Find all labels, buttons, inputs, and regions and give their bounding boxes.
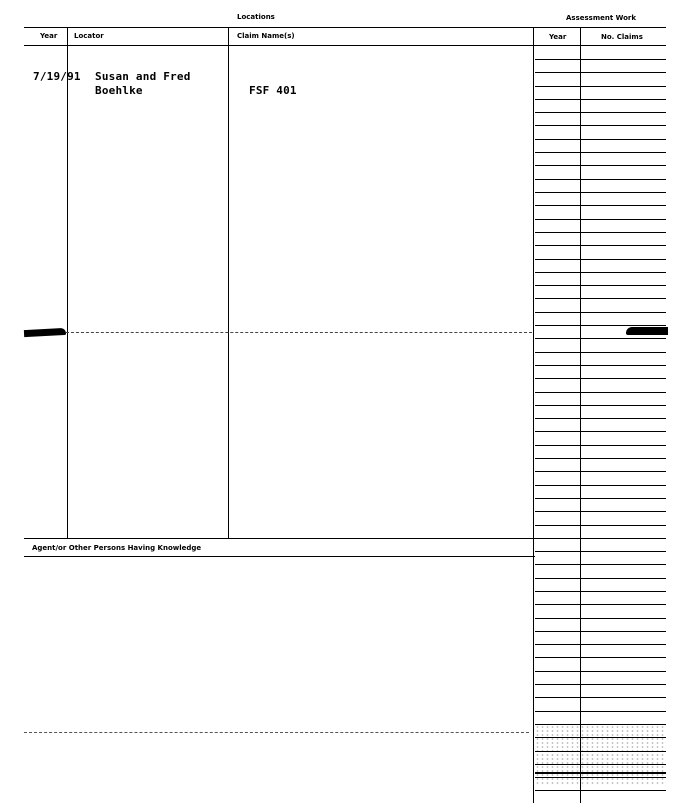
assessment-row-rule — [535, 378, 666, 379]
entry-locator-line-2: Boehlke — [95, 84, 143, 97]
assessment-row-rule — [535, 365, 666, 366]
assessment-row-rule — [535, 165, 666, 166]
locations-bottom-rule — [24, 538, 535, 539]
assessment-row-rule — [535, 551, 666, 552]
fold-dashed-line — [66, 332, 532, 333]
assessment-row-rule — [535, 285, 666, 286]
fold-marker-right — [626, 327, 668, 335]
assessment-row-rule — [535, 272, 666, 273]
year-column-header: Year — [40, 32, 58, 40]
assessment-row-rule — [535, 392, 666, 393]
year-locator-divider — [67, 27, 68, 538]
header-top-rule — [24, 27, 666, 28]
assessment-row-rule — [535, 525, 666, 526]
claim-names-column-header: Claim Name(s) — [237, 32, 295, 40]
assessment-row-rule — [535, 711, 666, 712]
assessment-no-claims-column-header: No. Claims — [601, 33, 643, 41]
assessment-row-rule — [535, 604, 666, 605]
assessment-work-title: Assessment Work — [566, 14, 637, 22]
assessment-row-rule — [535, 192, 666, 193]
lower-dashed-line — [24, 732, 529, 733]
assessment-row-rule — [535, 445, 666, 446]
assessment-row-rule — [535, 431, 666, 432]
assessment-row-rule — [535, 684, 666, 685]
assessment-row-rule — [535, 578, 666, 579]
assessment-row-rule — [535, 671, 666, 672]
locator-claim-divider — [228, 27, 229, 538]
assessment-row-rule — [535, 312, 666, 313]
claim-assessment-divider — [533, 27, 534, 803]
locations-title: Locations — [237, 13, 275, 21]
assessment-row-rule — [535, 72, 666, 73]
assessment-row-rule — [535, 152, 666, 153]
assessment-row-rule — [535, 471, 666, 472]
bottom-rule — [535, 772, 666, 774]
assessment-row-rule — [535, 790, 666, 791]
scan-noise-area — [535, 725, 666, 785]
assessment-year-claims-divider — [580, 27, 581, 803]
assessment-row-rule — [535, 232, 666, 233]
assessment-row-rule — [535, 405, 666, 406]
entry-claim-name: FSF 401 — [249, 84, 297, 97]
assessment-row-rule — [535, 125, 666, 126]
fold-marker-left — [24, 328, 66, 337]
assessment-year-column-header: Year — [549, 33, 567, 41]
assessment-row-rule — [535, 338, 666, 339]
assessment-row-rule — [535, 511, 666, 512]
assessment-row-rule — [535, 564, 666, 565]
agent-label: Agent/or Other Persons Having Knowledge — [32, 544, 202, 552]
assessment-row-rule — [535, 245, 666, 246]
assessment-row-rule — [535, 139, 666, 140]
assessment-row-rule — [535, 99, 666, 100]
assessment-row-rule — [535, 697, 666, 698]
assessment-row-rule — [535, 644, 666, 645]
assessment-row-rule — [535, 498, 666, 499]
assessment-row-rule — [535, 352, 666, 353]
assessment-row-rule — [535, 485, 666, 486]
assessment-row-rule — [535, 86, 666, 87]
assessment-row-rule — [535, 112, 666, 113]
assessment-row-rule — [535, 259, 666, 260]
assessment-row-rule — [535, 618, 666, 619]
assessment-row-rule — [535, 538, 666, 539]
assessment-row-rule — [535, 458, 666, 459]
assessment-row-rule — [535, 298, 666, 299]
assessment-row-rule — [535, 219, 666, 220]
assessment-row-rule — [535, 179, 666, 180]
locator-column-header: Locator — [74, 32, 104, 40]
assessment-row-rule — [535, 418, 666, 419]
assessment-row-rule — [535, 657, 666, 658]
header-bottom-rule — [24, 45, 666, 46]
entry-year: 7/19/91 — [33, 70, 81, 83]
assessment-row-rule — [535, 325, 666, 326]
agent-label-rule — [24, 556, 535, 557]
assessment-row-rule — [535, 205, 666, 206]
assessment-row-rule — [535, 59, 666, 60]
assessment-row-rule — [535, 631, 666, 632]
entry-locator-line-1: Susan and Fred — [95, 70, 191, 83]
assessment-row-rule — [535, 591, 666, 592]
